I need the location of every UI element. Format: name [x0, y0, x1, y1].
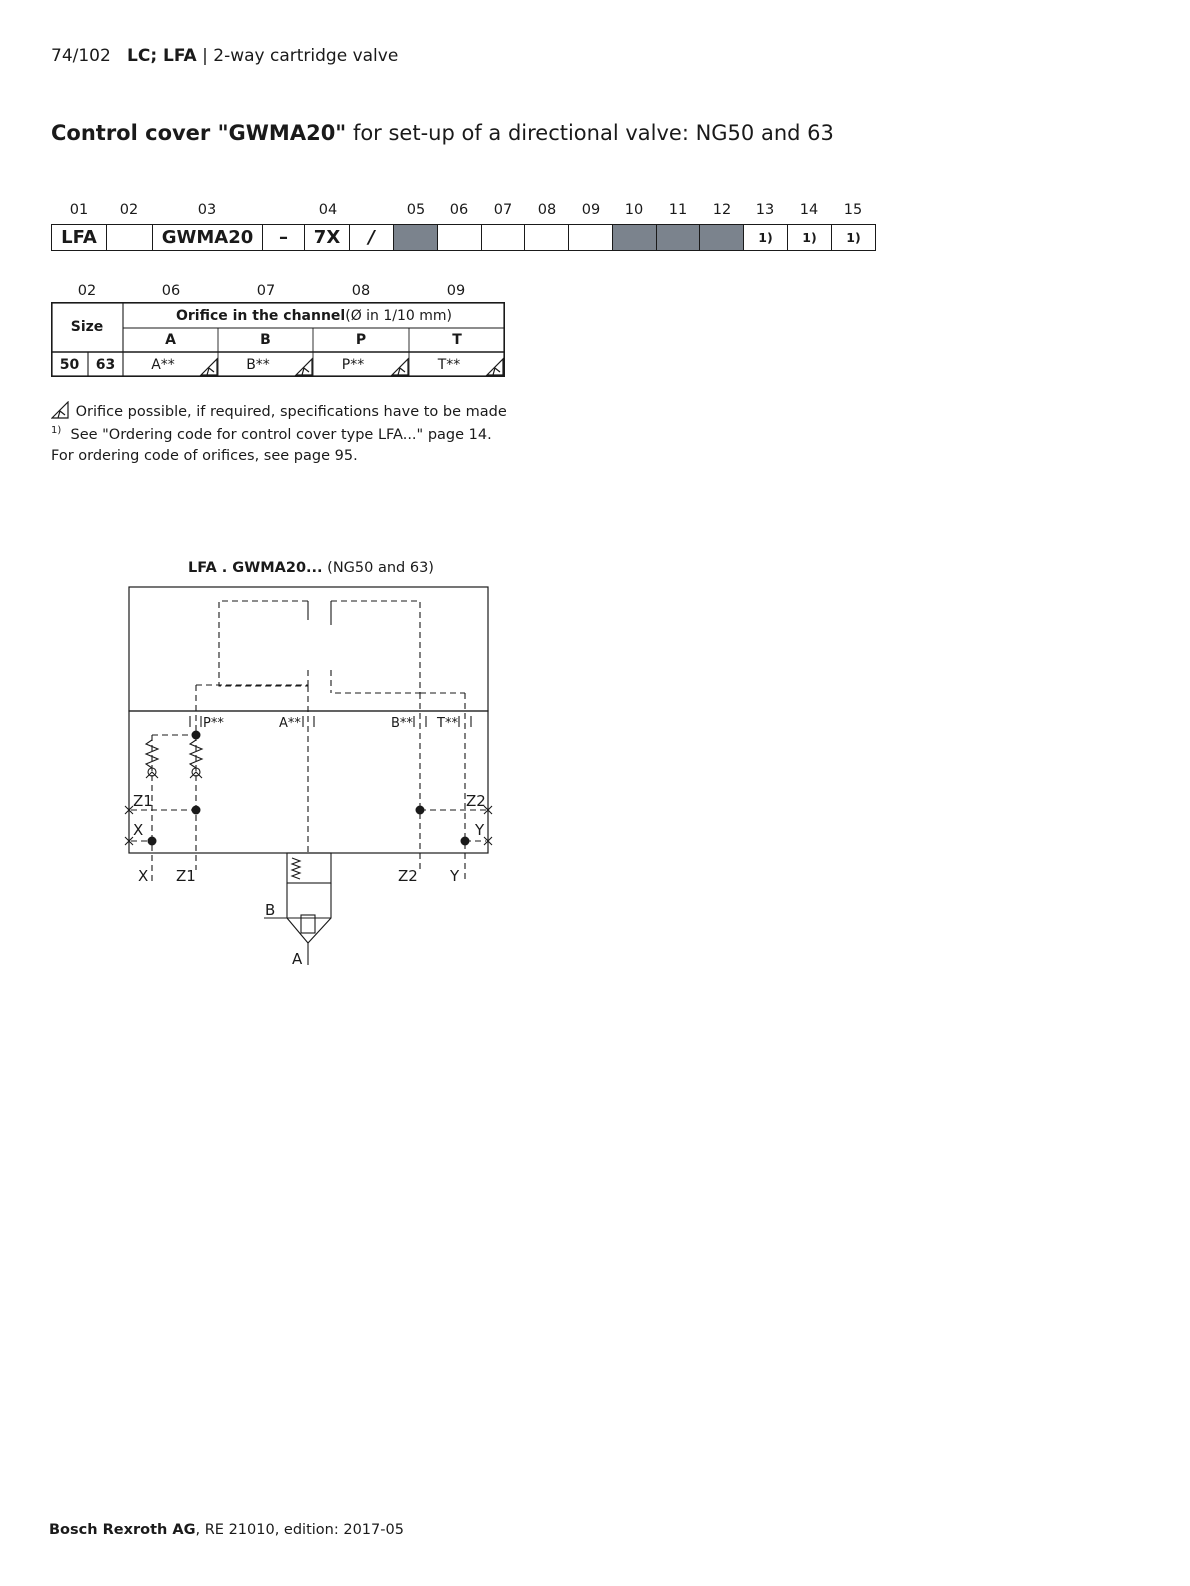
page-header: 74/102 LC; LFA | 2-way cartridge valve	[51, 46, 399, 66]
code-cell: 1)	[788, 224, 832, 251]
code-cell: 1)	[832, 224, 876, 251]
page-number: 74/102	[51, 46, 111, 66]
position-number: 09	[446, 283, 466, 299]
size-value: 63	[95, 356, 116, 373]
code-cell-gray	[657, 224, 700, 251]
position-number: 10	[624, 202, 644, 218]
port-b: B	[265, 901, 276, 919]
code-cell: –	[263, 224, 305, 251]
product-name: LC; LFA	[127, 46, 197, 66]
orifice-note: Orifice possible, if required, specifications have to be made	[51, 401, 507, 420]
code-cell: 7X	[305, 224, 350, 251]
position-number: 11	[668, 202, 688, 218]
page-title: Control cover "GWMA20" for set-up of a directional valve: NG50 and 63	[51, 121, 834, 145]
port-z1: Z1	[176, 867, 196, 885]
position-number: 13	[755, 202, 775, 218]
position-number: 02	[119, 202, 139, 218]
port-header: A	[165, 332, 176, 348]
diagram-title: LFA . GWMA20... (NG50 and 63)	[188, 560, 434, 576]
orifice-codes-note: For ordering code of orifices, see page 95.	[51, 448, 358, 464]
position-number: 03	[197, 202, 217, 218]
label-x: X	[133, 821, 144, 839]
label-b: B**	[391, 716, 413, 731]
code-cell: /	[350, 224, 394, 251]
orifice-code: T**	[437, 356, 461, 373]
position-number: 05	[406, 202, 426, 218]
footnote: $^{1)}$ See "Ordering code for control cover type LFA..." page 14.	[51, 425, 492, 443]
label-a: A**	[279, 716, 301, 731]
orifice-code: P**	[341, 356, 365, 373]
port-x: X	[138, 867, 149, 885]
code-cell: LFA	[51, 224, 107, 251]
size-value: 50	[59, 356, 80, 373]
position-number: 06	[161, 283, 181, 299]
label-p: P**	[203, 716, 224, 731]
port-y: Y	[450, 867, 460, 885]
port-a: A	[292, 950, 303, 968]
label-y: Y	[475, 821, 485, 839]
position-number: 02	[77, 283, 97, 299]
code-cell: 1)	[744, 224, 788, 251]
hydraulic-schematic	[0, 0, 600, 980]
position-number: 07	[256, 283, 276, 299]
orifice-code: A**	[151, 356, 175, 373]
position-number: 04	[318, 202, 338, 218]
page-footer: Bosch Rexroth AG, RE 21010, edition: 2017-05	[49, 1522, 404, 1538]
port-header: B	[260, 332, 271, 348]
orifice-code: B**	[246, 356, 270, 373]
code-cell-gray	[613, 224, 657, 251]
label-z2: Z2	[466, 792, 486, 810]
position-number: 12	[712, 202, 732, 218]
orifice-header: Orifice in the channel (Ø in 1/10 mm)	[175, 308, 453, 324]
position-number: 06	[449, 202, 469, 218]
size-header: Size	[70, 319, 104, 335]
position-number: 15	[843, 202, 863, 218]
position-number: 01	[69, 202, 89, 218]
position-number: 08	[537, 202, 557, 218]
port-header: P	[355, 332, 367, 348]
label-t: T**	[437, 716, 458, 731]
code-cell-gray	[700, 224, 744, 251]
port-z2: Z2	[398, 867, 418, 885]
position-number: 09	[581, 202, 601, 218]
position-number: 14	[799, 202, 819, 218]
code-cell: GWMA20	[153, 224, 263, 251]
port-header: T	[452, 332, 462, 348]
position-number: 07	[493, 202, 513, 218]
header-subtitle: 2-way cartridge valve	[213, 46, 399, 66]
position-number: 08	[351, 283, 371, 299]
label-z1: Z1	[133, 792, 153, 810]
